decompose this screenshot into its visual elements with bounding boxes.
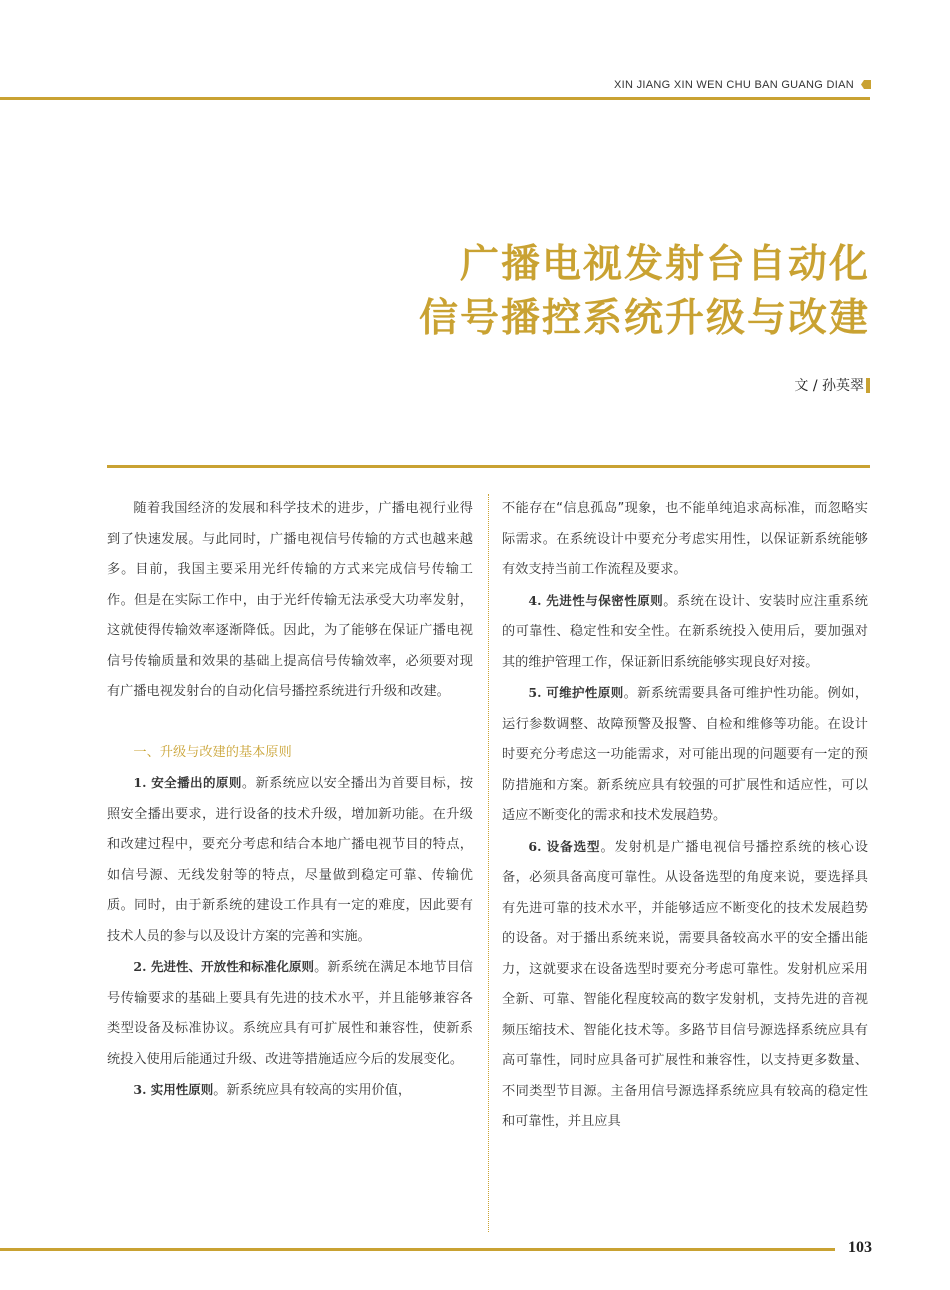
paragraph-2-text: 。新系统在满足本地节目信号传输要求的基础上要具有先进的技术水平，并且能够兼容各类型设备及标准协议。系统应具有可扩展性和兼容性，使新系统投入使用后能通过升级、改进等措施适应今后的发展变化。 xyxy=(107,960,473,1067)
paragraph-3 xyxy=(107,1075,473,1107)
section-heading: 一、升级与改建的基本原则 xyxy=(133,744,292,760)
paragraph-1 xyxy=(107,768,473,952)
paragraph-6 xyxy=(502,832,868,1138)
paragraph-6-text: 。发射机是广播电视信号播控系统的核心设备，必须具备高度可靠性。从设备选型的角度来说，要选择具有先进可靠的技术水平，并能够适应不断变化的技术发展趋势的设备。对于播出系统来说，需要具备较高水平的安全播出能力，这就要求在设备选型时要充分考虑可靠性。发射机应采用全新、可靠、智能化程度较高的数字发射机，支持先进的音视频压缩技术、智能化技术等。多路节目信号源选择系统应具有高可靠性，同时应具备可扩展性和兼容性，以支持更多数量、不同类型节目源。主备用信号源选择系统应具有较高的稳定性和可靠性，并且应具 xyxy=(502,839,868,1129)
article-title xyxy=(419,238,870,346)
title-divider xyxy=(107,465,870,468)
paragraph-6-lead: 6. 设备选型 xyxy=(528,838,601,854)
column-right xyxy=(502,494,868,1224)
masthead-text: XIN JIANG XIN WEN CHU BAN GUANG DIAN xyxy=(614,79,854,91)
paragraph-2-lead: 2. 先进性、开放性和标准化原则 xyxy=(133,959,315,974)
paragraph-1-lead: 1. 安全播出的原则 xyxy=(133,775,242,790)
paragraph-5-lead: 5. 可维护性原则 xyxy=(528,685,624,700)
paragraph-3-lead: 3. 实用性原则 xyxy=(133,1082,214,1097)
paragraph-1-text: 。新系统应以安全播出为首要目标，按照安全播出要求，进行设备的技术升级，增加新功能。在升级和改建过程中，要充分考虑和结合本地广播电视节目的特点，如信号源、无线发射等的特点，尽量做到稳定可靠、传输优质。同时，由于新系统的建设工作具有一定的难度，因此要有技术人员的参与以及设计方案的完善和实施。 xyxy=(107,776,473,944)
paragraph-4 xyxy=(502,586,868,679)
paragraph-4-lead: 4. 先进性与保密性原则 xyxy=(528,592,664,608)
paragraph-5 xyxy=(502,678,868,832)
column-divider xyxy=(488,494,489,1232)
paragraph-2 xyxy=(107,952,473,1075)
footer-rule xyxy=(0,1248,835,1251)
author-bar-icon xyxy=(866,378,870,393)
paragraph-3-continued: 不能存在“信息孤岛”现象，也不能单纯追求高标准，而忽略实际需求。在系统设计中要充分考虑实用性，以保证新系统能够有效支持当前工作流程及要求。 xyxy=(502,501,868,577)
paragraph-3-text: 。新系统应具有较高的实用价值， xyxy=(213,1083,412,1098)
masthead-arrow-icon xyxy=(861,80,871,89)
paragraph-4-text: 。系统在设计、安装时应注重系统的可靠性、稳定性和安全性。在新系统投入使用后，要加强对其的维护管理工作，保证新旧系统能够实现良好对接。 xyxy=(502,593,868,670)
title-line-1: 广播电视发射台自动化 xyxy=(459,242,870,287)
paragraph-5-text: 。新系统需要具备可维护性功能。例如，运行参数调整、故障预警及报警、自检和维修等功能。在设计时要充分考虑这一功能需求，对可能出现的问题要有一定的预防措施和方案。新系统应具有较强的可扩展性和适应性，可以适应不断变化的需求和技术发展趋势。 xyxy=(502,686,868,823)
author-byline: 文 / 孙英翠 xyxy=(794,378,864,394)
column-left xyxy=(107,494,473,1224)
title-line-2: 信号播控系统升级与改建 xyxy=(418,296,870,341)
page-number: 103 xyxy=(848,1239,872,1256)
top-rule xyxy=(0,97,870,100)
intro-paragraph: 随着我国经济的发展和科学技术的进步，广播电视行业得到了快速发展。与此同时，广播电视信号传输的方式也越来越多。目前，我国主要采用光纤传输的方式来完成信号传输工作。但是在实际工作中，由于光纤传输无法承受大功率发射，这就使得传输效率逐渐降低。因此，为了能够在保证广播电视信号传输质量和效果的基础上提高信号传输效率，必须要对现有广播电视发射台的自动化信号播控系统进行升级和改建。 xyxy=(107,501,473,699)
